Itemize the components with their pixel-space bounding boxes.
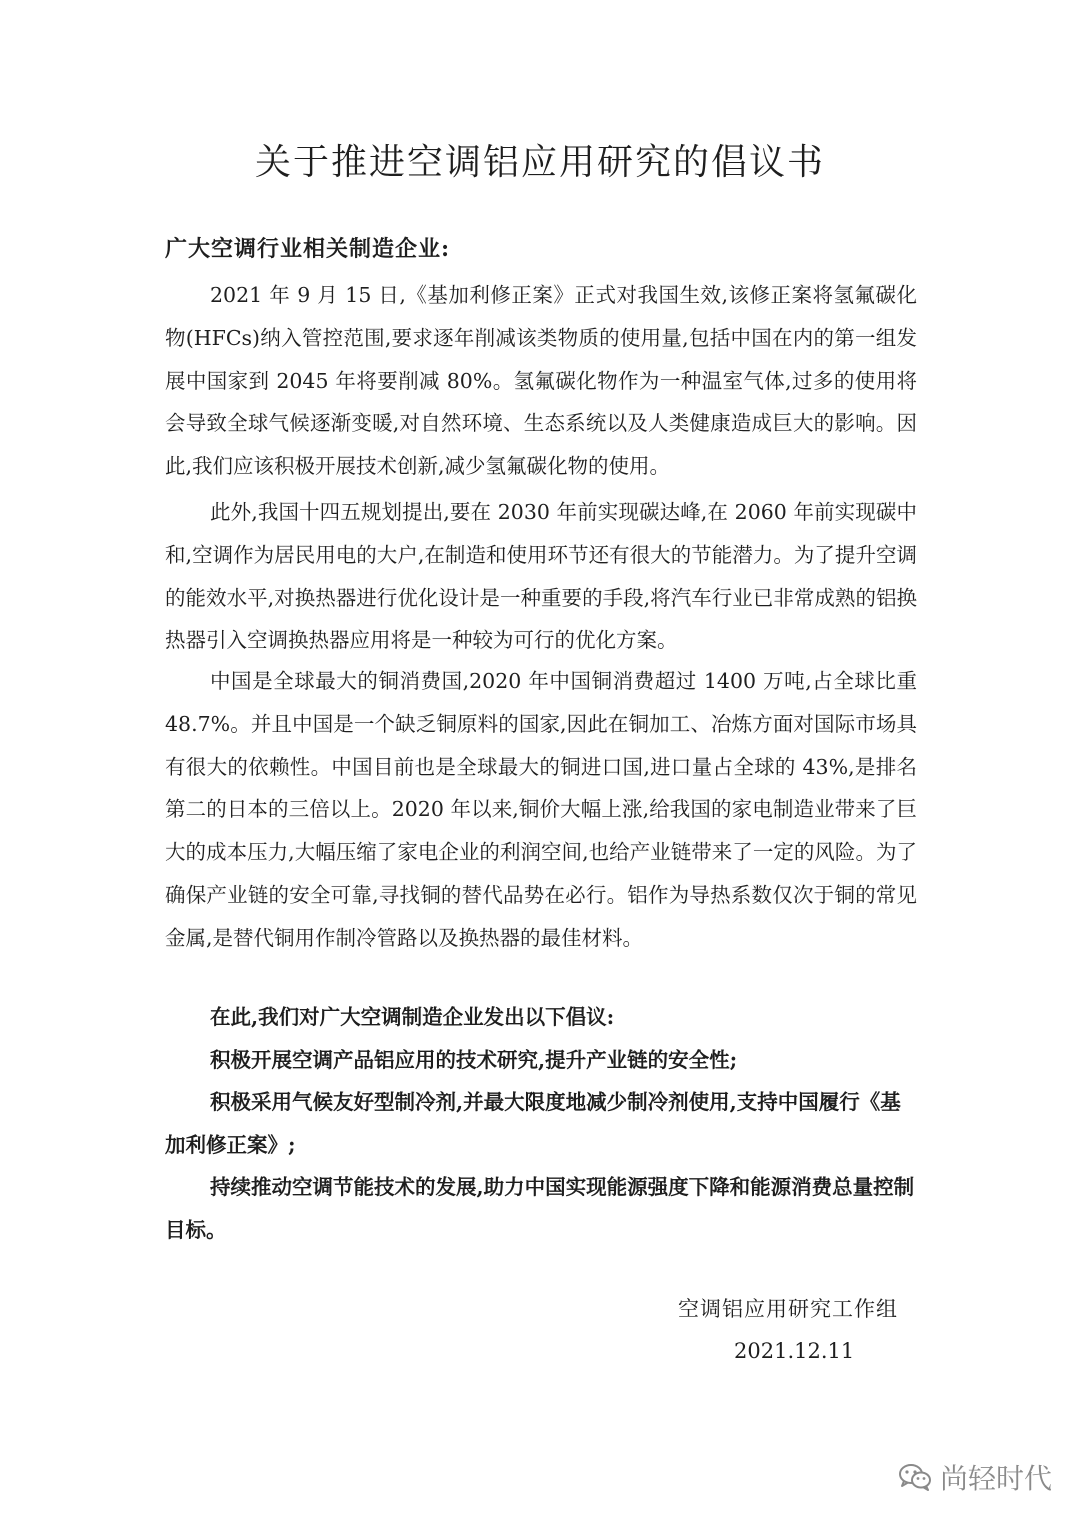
- watermark-text: 尚轻时代: [940, 1462, 1053, 1495]
- signature-organization: 空调铝应用研究工作组: [678, 1297, 898, 1321]
- signature-date: 2021.12.11: [734, 1339, 855, 1363]
- recommendation-2: 积极采用气候友好型制冷剂,并最大限度地减少制冷剂使用,支持中国履行《基加利修正案》;: [165, 1090, 901, 1157]
- body-paragraph-2: 此外,我国十四五规划提出,要在 2030 年前实现碳达峰,在 2060 年前实现碳中和,空调作为居民用电的大户,在制造和使用环节还有很大的节能潜力。为了提升空调的能效水平,对换热器进行优化设计是一种重要的手段,将汽车行业已非常成熟的铝换热器引入空调换热器应用将是一种较为可行的优化方案。: [165, 500, 917, 653]
- page-title: 关于推进空调铝应用研究的倡议书: [254, 142, 825, 183]
- watermark: [898, 1457, 1052, 1497]
- salutation: 广大空调行业相关制造企业:: [165, 236, 451, 262]
- body-paragraph-1: 2021 年 9 月 15 日,《基加利修正案》正式对我国生效,该修正案将氢氟碳化物(HFCs)纳入管控范围,要求逐年削减该类物质的使用量,包括中国在内的第一组发展中国家到 2045 年将要削减 80%。氢氟碳化物作为一种温室气体,过多的使用将会导致全球气候逐渐变暖,对自然环境、生态系统以及人类健康造成巨大的影响。因此,我们应该积极开展技术创新,减少氢氟碳化物的使用。: [165, 283, 917, 479]
- body-paragraph-3: 中国是全球最大的铜消费国,2020 年中国铜消费超过 1400 万吨,占全球比重 48.7%。并且中国是一个缺乏铜原料的国家,因此在铜加工、冶炼方面对国际市场具有很大的依赖性。中国目前也是全球最大的铜进口国,进口量占全球的 43%,是排名第二的日本的三倍以上。2020 年以来,铜价大幅上涨,给我国的家电制造业带来了巨大的成本压力,大幅压缩了家电企业的利润空间,也给产业链带来了一定的风险。为了确保产业链的安全可靠,寻找铜的替代品势在必行。铝作为导热系数仅次于铜的常见金属,是替代铜用作制冷管路以及换热器的最佳材料。: [165, 669, 917, 950]
- proposal-intro: 在此,我们对广大空调制造企业发出以下倡议:: [210, 1005, 615, 1029]
- wechat-icon: [898, 1463, 932, 1491]
- recommendation-1: 积极开展空调产品铝应用的技术研究,提升产业链的安全性;: [210, 1048, 738, 1072]
- recommendation-3: 持续推动空调节能技术的发展,助力中国实现能源强度下降和能源消费总量控制目标。: [165, 1175, 915, 1242]
